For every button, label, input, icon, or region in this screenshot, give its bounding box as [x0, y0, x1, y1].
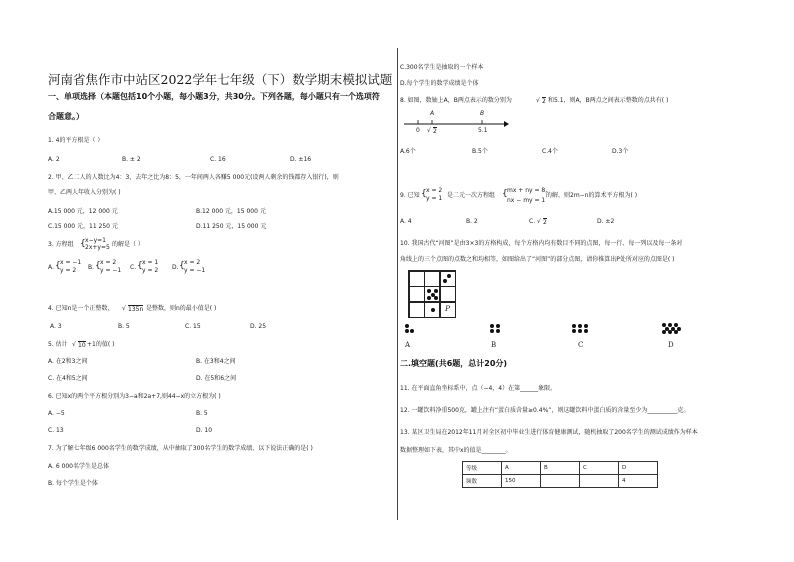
q4-option-b: B. 5 [118, 323, 130, 330]
q3-option-a-brace: { [55, 261, 61, 271]
q5-option-b: B. 在3和4之间 [196, 358, 236, 365]
q10-option-c-dot [572, 329, 576, 333]
q3-option-c-label: C. [130, 264, 137, 271]
q9-option-d: D. ±2 [597, 218, 615, 225]
q8-root-sign: √ [427, 127, 431, 134]
q3-option-b-x: x = 2 [100, 259, 117, 266]
q9-option-b: B. 2 [466, 218, 478, 225]
q10-option-d-dot [674, 330, 678, 334]
q10-option-d-dot [668, 330, 672, 334]
q10-option-a-dot [405, 324, 409, 328]
q2-option-c: C.15 000 元，11 250 元 [48, 223, 118, 230]
q2-stem-line1: 2. 甲、乙二人的人数比为4：3，去年之比为8：5，一年间两人各赚5 000元(设两人剩余的钱都存入银行)，则 [48, 174, 339, 181]
grid-dot [431, 308, 435, 312]
q1-option-c: C. 16 [210, 156, 226, 163]
q4-sqrt-sign: √ [122, 305, 126, 312]
section2-heading: 二.填空题(共6题，总计20分) [400, 359, 508, 368]
table-row [463, 462, 658, 475]
q3-option-d-label: D. [172, 264, 179, 271]
q10-option-b-dot [496, 329, 500, 333]
q10-option-c-dot [584, 329, 588, 333]
q9-sol-x: x = 2 [426, 187, 443, 194]
q8-point-a-label: A [430, 110, 435, 117]
q9-brace2: { [502, 189, 508, 199]
q6-option-a: A. −5 [48, 410, 65, 417]
q10-stem-line2: 角线上的三个点图的点数之和均相等，如图给出了“河图”的部分点图，请你推算出P处所对应的点图是( ) [400, 256, 675, 263]
q8-number-line [400, 108, 510, 140]
table-row [463, 475, 658, 488]
table-cell: 频数 [463, 475, 502, 488]
q1-stem: 1. 4的平方根是（ ） [48, 137, 104, 144]
q10-option-d-label: D [668, 341, 674, 349]
q4-option-a: A. 3 [50, 323, 62, 330]
q9-option-c-sqrt-sign: √ [537, 218, 541, 225]
grid-cell-1-1 [409, 271, 425, 287]
grid-dot [434, 296, 438, 300]
table-cell: 等级 [463, 462, 502, 475]
grid-dot [434, 289, 438, 293]
q5-option-a: A. 在2和3之间 [48, 358, 88, 365]
q8-zero-label: 0 [416, 127, 420, 134]
q7-option-d: D.每个学生的数学成绩是个体 [400, 80, 479, 87]
q10-option-b-dot [490, 329, 494, 333]
q5-sqrt-sign: √ [72, 341, 76, 348]
q1-option-b: B. ± 2 [122, 156, 141, 163]
q10-option-c-dot [584, 324, 588, 328]
q3-option-b-y: y = −1 [100, 267, 122, 274]
q3-option-c-x: x = 1 [142, 259, 159, 266]
q3-option-a-y: y = 2 [60, 267, 77, 274]
q3-stem: 3. 方程组 [48, 241, 74, 248]
q3-option-b-label: B. [88, 264, 95, 271]
q10-p-label: P [445, 304, 451, 313]
q2-option-a: A.15 000 元，12 000 元 [48, 208, 118, 215]
q4-stem-b: 是整数，则n的最小值是( ) [146, 305, 217, 312]
q5-option-c: C. 在4和5之间 [48, 375, 88, 382]
q9-stem-b: 是二元一次方程组 [447, 192, 496, 199]
section1-heading-line1: 一、单项选择（本题包括10个小题，每小题3分，共30分。下列各题，每小题只有一个选项符 [48, 92, 380, 101]
q7-stem: 7. 为了解七年级6 000名学生的数学成绩，从中抽取了300名学生的数学成绩，以下说法正确的是( ) [48, 445, 313, 452]
q8-point-b-label: B [480, 110, 485, 117]
q8-stem-b: 和5.1，则A，B两点之间表示整数的点共有( ) [548, 97, 669, 104]
q9-stem-a: 9. 已知 [400, 192, 420, 199]
grid-dot [427, 289, 431, 293]
q3-brace: { [80, 239, 86, 249]
table-cell: A [502, 462, 541, 475]
q3-option-d-x: x = 2 [184, 259, 201, 266]
grid-dot [427, 296, 431, 300]
q10-option-b-dot [490, 324, 494, 328]
grid-dot [447, 274, 451, 278]
table-cell: 150 [502, 475, 541, 488]
q1-option-a: A. 2 [48, 156, 60, 163]
q9-option-c-radicand: 2 [543, 219, 547, 226]
q8-option-c: C.4个 [542, 148, 558, 155]
q9-eq2: nx − my = 1 [507, 197, 546, 204]
q9-brace1: { [421, 189, 427, 199]
q9-sol-y: y = 1 [426, 195, 443, 202]
q6-option-c: C. 13 [48, 427, 64, 434]
q10-option-c-dot [578, 324, 582, 328]
table-cell: D [619, 462, 658, 475]
q4-stem-a: 4. 已知n是一个正整数， [48, 305, 114, 312]
q6-option-d: D. 10 [196, 427, 213, 434]
q2-stem-line2: 甲、乙两人年收入分别为( ) [48, 189, 121, 196]
column-divider [397, 48, 398, 520]
q9-option-c-prefix: C. [529, 218, 536, 225]
q7-option-a: A. 6 000名学生是总体 [48, 463, 109, 470]
table-cell: 4 [619, 475, 658, 488]
q6-stem: 6. 已知x的两个平方根分别为3−a和2a+7,则44−x的立方根为( ) [48, 393, 221, 400]
q2-option-b: B.12 000 元，15 000 元 [196, 208, 266, 215]
q10-option-d-dot [662, 330, 666, 334]
q4-option-c: C. 15 [185, 323, 201, 330]
q13-stem-line2: 数据整理如下表，其中x的值是________。 [400, 447, 512, 454]
q7-option-b: B. 每个学生是个体 [48, 480, 98, 487]
q4-option-d: D. 25 [250, 323, 267, 330]
q5-option-d: D. 在5和6之间 [196, 375, 237, 382]
q5-radicand: 10 [78, 342, 86, 349]
q10-option-a-label: A [405, 341, 411, 349]
section1-heading-line2: 合题意。） [48, 112, 84, 121]
q6-option-b: B. 5 [196, 410, 208, 417]
page-title: 河南省焦作市中站区2022学年七年级（下）数学期末模拟试题 [48, 72, 393, 87]
q9-option-a: A. 4 [400, 218, 412, 225]
q10-option-a-dot [410, 329, 414, 333]
grid-dot [443, 279, 447, 283]
q10-stem-line1: 10. 我国古代“河图”是由3×3的方格构成，每个方格内均有数目不同的点图，每一行、每一列以及每一条对 [400, 240, 683, 247]
table-cell: C [580, 462, 619, 475]
q3-option-d-brace: { [179, 261, 185, 271]
q3-sys-eq1: x−y=1 [85, 237, 106, 244]
q10-option-c-dot [578, 329, 582, 333]
q11-stem: 11. 在平面直角坐标系中，点（−4，4）在第______象限。 [400, 385, 557, 392]
table-cell: B [541, 462, 580, 475]
q10-option-b-label: B [491, 341, 497, 349]
q8-option-b: B.5个 [472, 148, 488, 155]
q5-stem-b: +1的值( ) [87, 341, 115, 348]
q8-five-label: 5.1 [478, 127, 488, 134]
q13-frequency-table [462, 461, 658, 488]
q13-stem-line1: 13. 某区卫生局在2012年11月对全区初中毕业生进行体育健康测试，随机抽取了200名学生的测试成绩作为样本 [400, 429, 698, 436]
q8-root-label: 2 [433, 128, 437, 135]
number-line-arrow [504, 121, 509, 127]
grid-cell-3-1 [409, 302, 425, 318]
q3-sys-eq2: 2x+y=5 [85, 244, 110, 251]
q10-option-c-dot [572, 324, 576, 328]
grid-cell-2-1 [409, 286, 425, 302]
q9-stem-c: 的解，则2m−n的算术平方根为( ) [546, 192, 638, 199]
q5-stem-a: 5. 估计 [48, 341, 68, 348]
q8-radicand: 2 [542, 98, 546, 105]
q3-option-a-label: A. [48, 264, 54, 271]
grid-cell-2-3 [440, 286, 456, 302]
q1-option-d: D. ±16 [290, 156, 312, 163]
q10-option-b-dot [496, 324, 500, 328]
q3-option-a-x: x = −1 [60, 259, 82, 266]
q8-option-a: A.6个 [400, 148, 416, 155]
q3-option-c-brace: { [137, 261, 143, 271]
q8-stem-a: 8. 如图，数轴上A，B两点表示的数分别为 [400, 97, 512, 104]
q3-stem-tail: 的解是（ ） [112, 241, 144, 248]
q9-eq1: mx + ny = 8, [507, 187, 548, 194]
q10-option-a-dot [405, 329, 409, 333]
q10-option-c-label: C [578, 341, 584, 349]
q3-option-c-y: y = 2 [142, 267, 159, 274]
table-cell [541, 475, 580, 488]
q12-stem: 12. 一罐饮料净重500克，罐上注有“蛋白质含量≥0.4%”，则这罐饮料中蛋白质的含量至少为__________克。 [400, 407, 690, 414]
q3-option-b-brace: { [95, 261, 101, 271]
q7-option-c: C.300名学生是抽取的一个样本 [400, 64, 484, 71]
table-cell [580, 475, 619, 488]
grid-cell-1-2 [424, 271, 440, 287]
q8-sqrt-sign: √ [536, 97, 540, 104]
q2-option-d: D.11 250 元，15 000 元 [196, 223, 267, 230]
q8-option-d: D.3个 [612, 148, 629, 155]
q3-option-d-y: y = −1 [184, 267, 206, 274]
q4-radicand: 135n [128, 306, 144, 313]
